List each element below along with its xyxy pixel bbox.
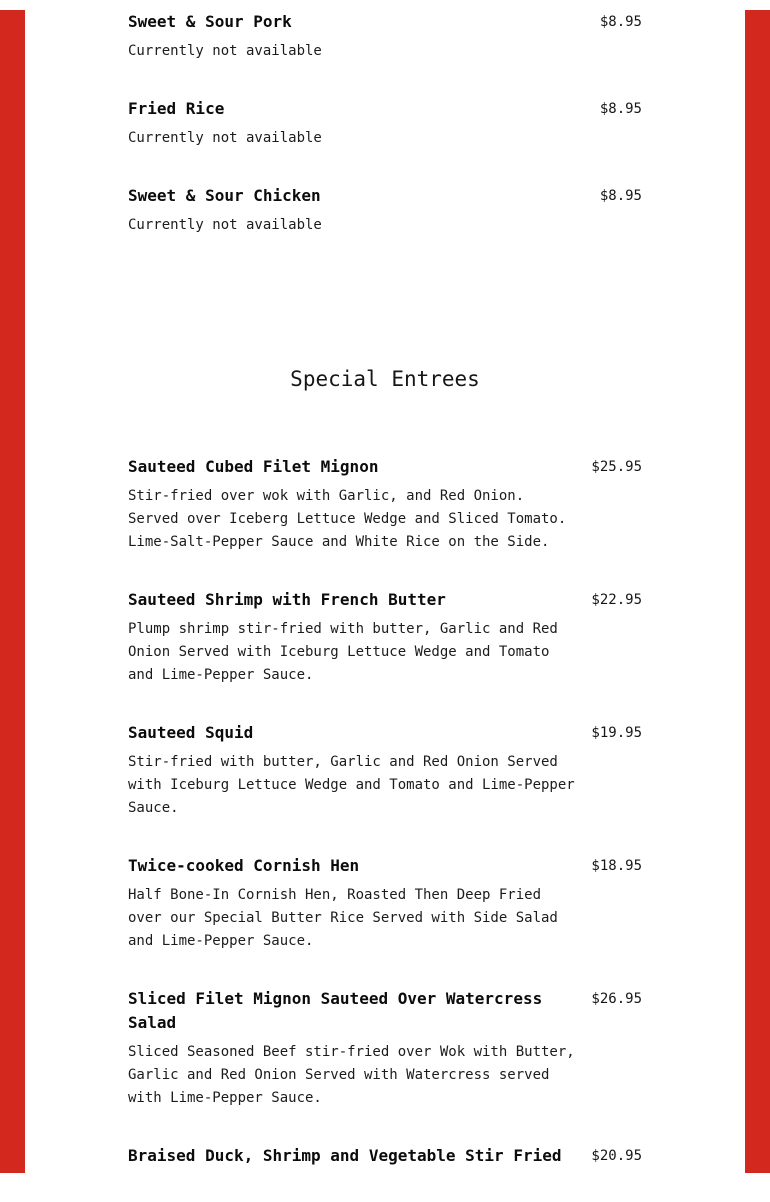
item-description: Stir-fried over wok with Garlic, and Red Onion. Served over Iceberg Lettuce Wedge and Sliced Tomato. Lime-Salt-Pepper Sauce and White Rice on the Side. bbox=[128, 488, 567, 550]
item-name: Sliced Filet Mignon Sauteed Over Watercress Salad bbox=[128, 989, 543, 1032]
menu-item bbox=[128, 854, 642, 953]
item-price: $25.95 bbox=[591, 459, 642, 475]
item-description: Plump shrimp stir-fried with butter, Garlic and Red Onion Served with Iceburg Lettuce Wedge and Tomato and Lime-Pepper Sauce. bbox=[128, 621, 558, 683]
menu-section bbox=[128, 10, 642, 237]
menu-item bbox=[128, 721, 642, 820]
item-price: $8.95 bbox=[599, 14, 642, 30]
menu-item bbox=[128, 97, 642, 150]
item-name: Sauteed Shrimp with French Butter bbox=[128, 590, 446, 609]
menu-item-row bbox=[128, 588, 642, 612]
item-price: $20.95 bbox=[591, 1148, 642, 1164]
item-price: $8.95 bbox=[599, 188, 642, 204]
menu-item bbox=[128, 455, 642, 554]
menu-item-row bbox=[128, 455, 642, 479]
menu-item bbox=[128, 10, 642, 63]
menu-content bbox=[25, 10, 745, 1202]
menu-item-row bbox=[128, 10, 642, 34]
item-name: Sauteed Squid bbox=[128, 723, 254, 742]
section-heading: Special Entrees bbox=[290, 367, 480, 391]
item-description: Half Bone-In Cornish Hen, Roasted Then Deep Fried over our Special Butter Rice Served with Side Salad and Lime-Pepper Sauce. bbox=[128, 887, 558, 949]
item-description: Currently not available bbox=[128, 43, 322, 59]
item-name: Twice-cooked Cornish Hen bbox=[128, 856, 360, 875]
menu-item bbox=[128, 1144, 642, 1168]
menu-item bbox=[128, 987, 642, 1110]
item-price: $26.95 bbox=[591, 991, 642, 1007]
menu-item bbox=[128, 184, 642, 237]
right-red-border bbox=[745, 10, 770, 1173]
menu-item bbox=[128, 588, 642, 687]
item-name: Sauteed Cubed Filet Mignon bbox=[128, 457, 379, 476]
item-name: Fried Rice bbox=[128, 99, 225, 118]
item-description: Currently not available bbox=[128, 217, 322, 233]
menu-item-row bbox=[128, 721, 642, 745]
item-name: Braised Duck, Shrimp and Vegetable Stir Fried bbox=[128, 1146, 562, 1165]
item-name: Sweet & Sour Chicken bbox=[128, 186, 321, 205]
menu-item-row bbox=[128, 184, 642, 208]
item-description: Stir-fried with butter, Garlic and Red Onion Served with Iceburg Lettuce Wedge and Tomato and Lime-Pepper Sauce. bbox=[128, 754, 575, 816]
menu-item-row bbox=[128, 1144, 642, 1168]
menu-item-row bbox=[128, 987, 642, 1035]
item-description: Sliced Seasoned Beef stir-fried over Wok with Butter, Garlic and Red Onion Served with Watercress served with Lime-Pepper Sauce. bbox=[128, 1044, 575, 1106]
item-price: $18.95 bbox=[591, 858, 642, 874]
menu-item-row bbox=[128, 97, 642, 121]
menu-item-row bbox=[128, 854, 642, 878]
item-price: $22.95 bbox=[591, 592, 642, 608]
menu-section bbox=[128, 364, 642, 1168]
item-price: $19.95 bbox=[591, 725, 642, 741]
item-price: $8.95 bbox=[599, 101, 642, 117]
left-red-border bbox=[0, 10, 25, 1173]
item-description: Currently not available bbox=[128, 130, 322, 146]
item-name: Sweet & Sour Pork bbox=[128, 12, 292, 31]
